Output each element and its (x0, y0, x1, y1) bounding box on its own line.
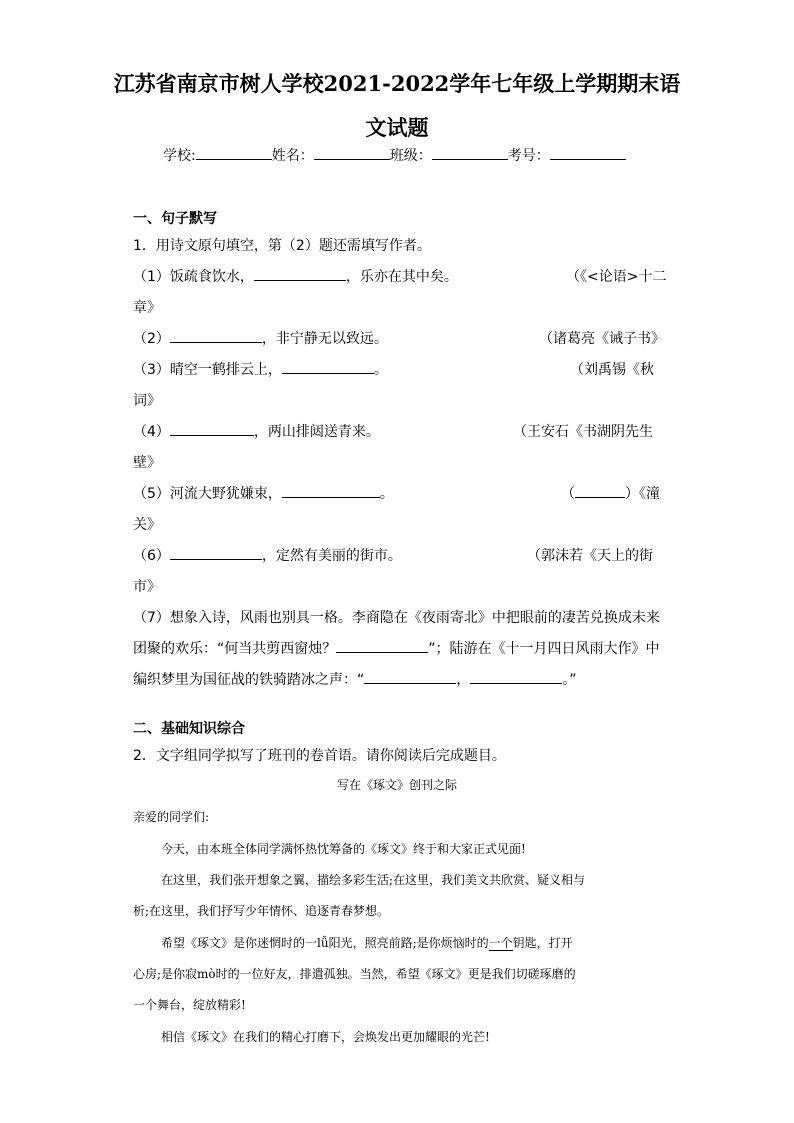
item-text: 编织梦里为国征战的铁骑踏冰之声：“ (133, 672, 365, 688)
answer-blank[interactable] (336, 638, 428, 653)
item-text: 。 (373, 362, 388, 378)
item-source-cont: 章》 (133, 300, 161, 316)
item-source-cont: 词》 (133, 393, 161, 409)
fill-item-2 (133, 328, 388, 348)
item-source-cont: 壁》 (133, 455, 161, 471)
article-paragraph: 今天，由本班全体同学满怀热忱筹备的《琢文》终于和大家正式见面! (161, 842, 526, 856)
school-blank[interactable] (196, 145, 272, 160)
item-text: 。” (562, 672, 577, 688)
item-text: （6） (133, 548, 170, 564)
item-text: （5）河流大野犹嫌束， (133, 486, 282, 502)
fill-item-4 (133, 421, 380, 441)
school-label: 学校: (163, 148, 196, 164)
item-text: （2） (133, 331, 170, 347)
author-blank[interactable] (575, 483, 625, 498)
item-text: ，非宁静无以致远。 (261, 331, 388, 347)
name-blank[interactable] (314, 145, 390, 160)
article-text: 钥匙，打开 (512, 936, 573, 950)
number-label: 考号： (507, 148, 550, 164)
class-label: 班级： (389, 148, 432, 164)
fill-item-3 (133, 359, 388, 379)
answer-blank[interactable] (470, 669, 562, 684)
item-source (561, 483, 660, 503)
underlined-text: 一个 (488, 936, 513, 950)
item-source-cont: 关》 (133, 517, 161, 533)
fill-item-7-line3 (133, 669, 577, 689)
answer-blank[interactable] (254, 266, 346, 281)
article-paragraph-cont: 心房;是你寂mò时的一位好友，排遣孤独。当然，希望《琢文》更是我们切磋琢磨的 (133, 967, 576, 981)
fill-item-7-line2 (133, 638, 660, 658)
item-text: ，定然有美丽的街市。 (261, 548, 402, 564)
source-text: ）《潼 (625, 486, 660, 502)
article-paragraph: 相信《琢文》在我们的精心打磨下，会焕发出更加耀眼的光芒! (161, 1030, 490, 1044)
source-text: （ (561, 486, 575, 502)
question-2: 2．文字组同学拟写了班刊的卷首语。请你阅读后完成题目。 (133, 748, 506, 764)
article-greeting: 亲爱的同学们: (133, 810, 210, 824)
page-title-line2: 文试题 (365, 115, 429, 140)
fill-item-1 (133, 266, 458, 286)
item-source: （诸葛亮《诫子书》 (539, 331, 665, 347)
article-paragraph: 在这里，我们张开想象之翼，描绘多彩生活;在这里，我们美文共欣赏、疑义相与 (161, 873, 586, 887)
item-source: （王安石《书湖阴先生 (513, 424, 653, 440)
item-source: （刘禹锡《秋 (570, 362, 654, 378)
item-text: ”；陆游在《十一月四日风雨大作》中 (428, 641, 660, 657)
section-heading: 二、基础知识综合 (133, 721, 245, 737)
item-text: ，两山排闼送青来。 (253, 424, 380, 440)
item-source-cont: 市》 (133, 579, 161, 595)
item-text: ， (456, 672, 471, 688)
item-text: 团聚的欢乐：“何当共剪西窗烛？ (133, 641, 337, 657)
answer-blank[interactable] (170, 328, 262, 343)
name-label: 姓名： (271, 148, 314, 164)
student-info-row (163, 145, 626, 165)
article-text: 希望《琢文》是你迷惘时的一lǚ阳光，照亮前路;是你烦恼时的 (161, 936, 489, 950)
page-title-line1: 江苏省南京市树人学校2021-2022学年七年级上学期期末语 (113, 71, 681, 96)
section-heading: 一、句子默写 (133, 211, 217, 227)
fill-item-7: （7）想象入诗，风雨也别具一格。李商隐在《夜雨寄北》中把眼前的凄苦兑换成未来 (133, 610, 660, 626)
answer-blank[interactable] (282, 359, 374, 374)
class-blank[interactable] (432, 145, 508, 160)
article-paragraph-cont: 析;在这里，我们抒写少年情怀、追逐青春梦想。 (133, 904, 390, 918)
answer-blank[interactable] (170, 421, 254, 436)
item-text: （4） (133, 424, 170, 440)
article-paragraph (161, 934, 573, 951)
item-text: （3）晴空一鹤排云上， (133, 362, 282, 378)
article-title: 写在《琢文》创刊之际 (336, 778, 457, 792)
answer-blank[interactable] (282, 483, 380, 498)
item-source: （《<论语>十二 (566, 269, 667, 285)
number-blank[interactable] (550, 145, 626, 160)
item-source: （郭沫若《天上的街 (527, 548, 653, 564)
fill-item-5 (133, 483, 394, 503)
item-text: 。 (379, 486, 394, 502)
fill-item-6 (133, 545, 402, 565)
item-text: （1）饭疏食饮水， (133, 269, 254, 285)
answer-blank[interactable] (364, 669, 456, 684)
question-1: 1．用诗文原句填空，第（2）题还需填写作者。 (133, 238, 431, 254)
article-paragraph-cont: 一个舞台，绽放精彩! (133, 998, 246, 1012)
answer-blank[interactable] (170, 545, 262, 560)
item-text: ，乐亦在其中矣。 (345, 269, 458, 285)
